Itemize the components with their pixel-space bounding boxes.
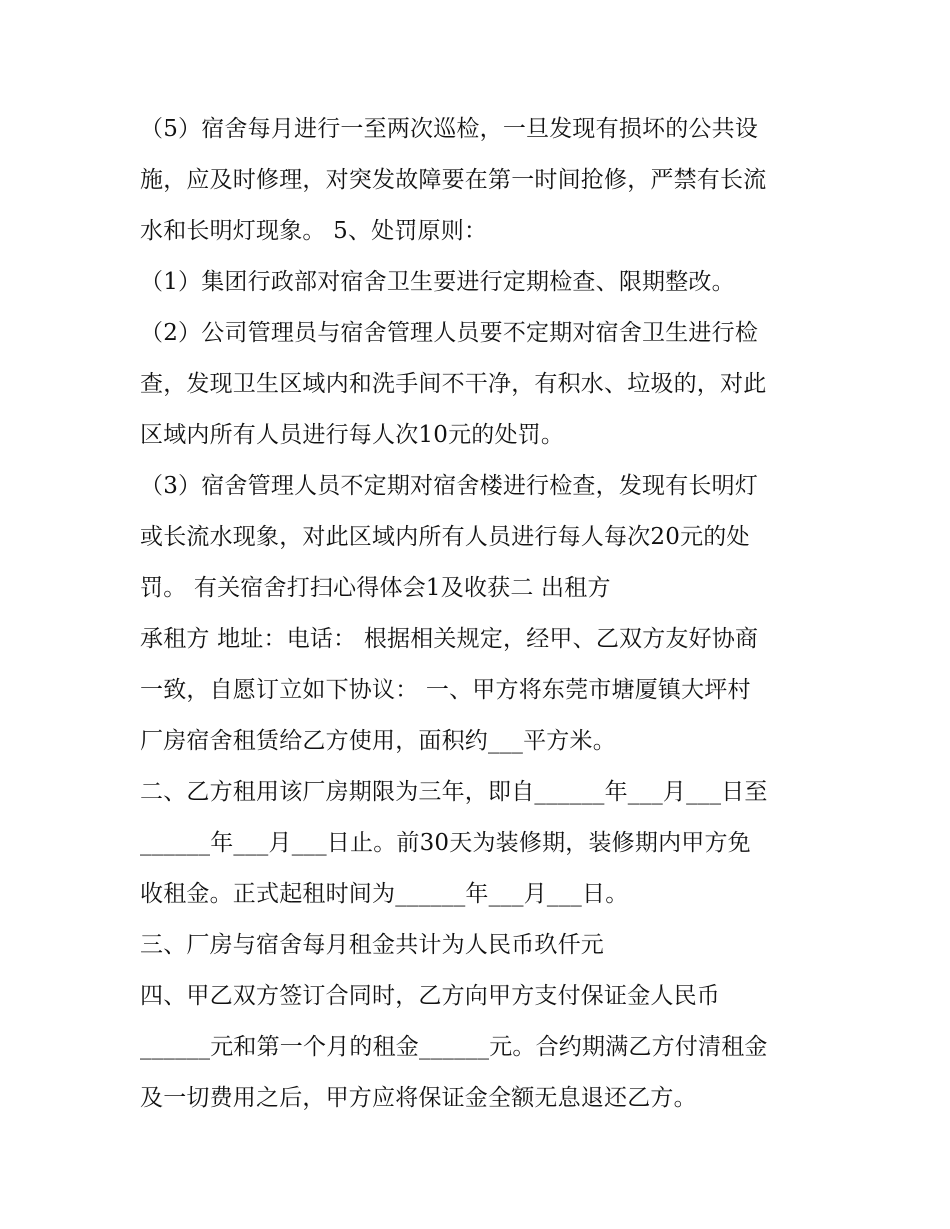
text-line: 及一切费用之后，甲方应将保证金全额无息退还乙方。 [140, 1085, 697, 1111]
text-line: 厂房宿舍租赁给乙方使用，面积约___平方米。 [140, 728, 616, 754]
text-line: 或长流水现象，对此区域内所有人员进行每人每次20元的处 [140, 524, 750, 550]
text-line: （3）宿舍管理人员不定期对宿舍楼进行检查，发现有长明灯 [140, 473, 759, 499]
text-line: 水和长明灯现象。 5、处罚原则： [140, 218, 488, 244]
text-line: （2）公司管理员与宿舍管理人员要不定期对宿舍卫生进行检 [140, 320, 759, 346]
text-line: （1）集团行政部对宿舍卫生要进行定期检查、限期整改。 [140, 269, 735, 295]
text-line: 承租方 地址：电话： 根据相关规定，经甲、乙双方友好协商 [140, 626, 759, 652]
text-line: 施，应及时修理，对突发故障要在第一时间抢修，严禁有长流 [140, 167, 767, 193]
document-body [140, 104, 820, 1124]
text-line: 罚。 有关宿舍打扫心得体会1及收获二 出租方 [140, 575, 611, 601]
text-line: 区域内所有人员进行每人次10元的处罚。 [140, 422, 565, 448]
text-line: 一致，自愿订立如下协议： 一、甲方将东莞市塘厦镇大坪村 [140, 677, 751, 703]
text-line: ______元和第一个月的租金______元。合约期满乙方付清租金 [140, 1034, 768, 1060]
text-line: 四、甲乙双方签订合同时，乙方向甲方支付保证金人民币 [140, 983, 720, 1009]
text-line: （5）宿舍每月进行一至两次巡检，一旦发现有损坏的公共设 [140, 116, 759, 142]
text-line: 收租金。正式起租时间为______年___月___日。 [140, 881, 629, 907]
text-line: 查，发现卫生区域内和洗手间不干净，有积水、垃圾的，对此 [140, 371, 767, 397]
text-line: 二、乙方租用该厂房期限为三年，即自______年___月___日至 [140, 779, 768, 805]
text-line: ______年___月___日止。前30天为装修期，装修期内甲方免 [140, 830, 751, 856]
text-line: 三、厂房与宿舍每月租金共计为人民币玖仟元 [140, 932, 604, 958]
